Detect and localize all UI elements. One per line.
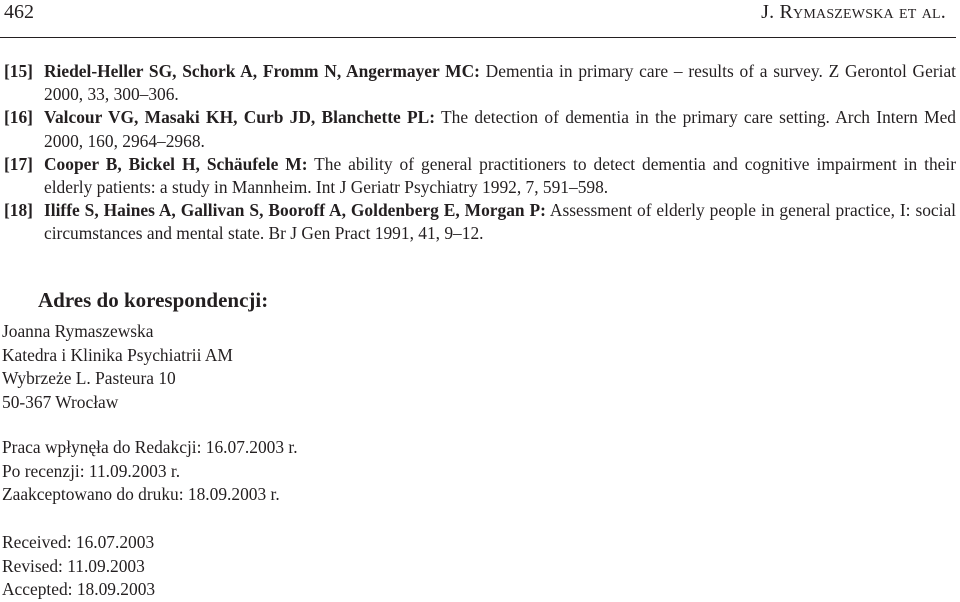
- running-head-rest: ymaszewska et al.: [793, 1, 946, 23]
- reference-number: [17]: [4, 153, 33, 174]
- reference-text: Dementia in primary care – results of a survey. Z Gerontol Geriat 2000, 33, 300–306.: [44, 61, 956, 105]
- reference-16: [4, 106, 956, 152]
- reference-text: The ability of general practitioners to detect dementia and cognitive impairment in their elderly patients: a study in Mannheim. Int J Geriatr Psychiatry 1992, 7, 591–598.: [44, 153, 956, 198]
- reference-text: Assessment of elderly people in general practice, I: social circumstances and mental state. Br J Gen Pract 1991, 41, 9–12.: [44, 200, 957, 244]
- address-line: 50-367 Wrocław: [2, 392, 119, 413]
- reference-number: [18]: [4, 200, 33, 221]
- reference-authors: Cooper B, Bickel H, Schäufele M:: [44, 153, 308, 174]
- address-line: Wybrzeże L. Pasteura 10: [2, 368, 176, 389]
- reference-number: [15]: [4, 61, 33, 81]
- reference-authors: Riedel-Heller SG, Schork A, Fromm N, Angermayer MC:: [44, 61, 480, 81]
- address-line: Katedra i Klinika Psychiatrii AM: [2, 344, 233, 365]
- reference-text: The detection of dementia in the primary care setting. Arch Intern Med 2000, 160, 2964–2968.: [44, 107, 956, 151]
- correspondence-address: [2, 320, 233, 415]
- reference-number: [16]: [4, 107, 33, 128]
- date-line: Revised: 11.09.2003: [2, 555, 145, 576]
- date-line: Received: 16.07.2003: [2, 532, 155, 552]
- page-header: [0, 0, 960, 30]
- date-line: Praca wpłynęła do Redakcji: 16.07.2003 r.: [2, 437, 298, 457]
- reference-list: [4, 60, 956, 246]
- reference-15: [4, 60, 956, 106]
- date-line: Zaakceptowano do druku: 18.09.2003 r.: [2, 484, 280, 505]
- address-line: Joanna Rymaszewska: [2, 321, 154, 341]
- reference-authors: Valcour VG, Masaki KH, Curb JD, Blanchette PL:: [44, 107, 436, 128]
- date-line: Po recenzji: 11.09.2003 r.: [2, 460, 181, 481]
- running-head-initial: J. R: [761, 1, 794, 23]
- reference-17: [4, 153, 956, 199]
- page-number: 462: [4, 1, 34, 23]
- date-line: Accepted: 18.09.2003: [2, 579, 156, 600]
- dates-polish: [2, 436, 298, 507]
- reference-authors: Iliffe S, Haines A, Gallivan S, Booroff A, Goldenberg E, Morgan P:: [44, 200, 546, 221]
- header-rule: [0, 37, 956, 38]
- dates-english: [2, 531, 155, 602]
- reference-18: [4, 199, 956, 245]
- correspondence-heading: Adres do korespondencji:: [38, 288, 269, 312]
- running-head: [761, 0, 946, 24]
